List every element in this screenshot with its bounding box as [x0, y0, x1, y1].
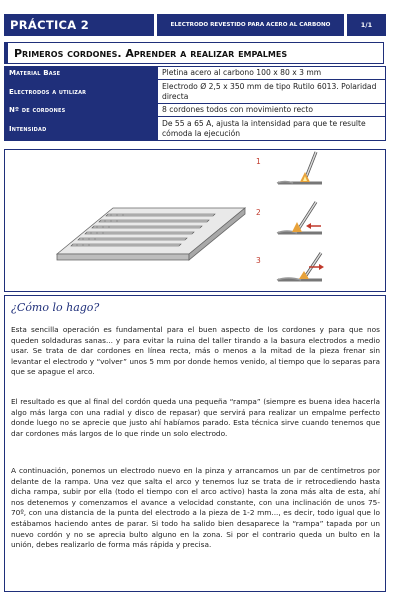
step-3-electrode-illustration	[277, 253, 324, 280]
howto-heading: ¿Cómo lo hago?	[11, 301, 100, 314]
info-label: Material Base	[5, 67, 158, 80]
step-number: 3	[256, 256, 261, 265]
step-1-electrode-illustration	[277, 152, 322, 183]
practice-sheet	[4, 4, 386, 592]
header-bar	[4, 14, 386, 36]
info-row	[5, 80, 386, 104]
info-row	[5, 104, 386, 117]
step-2-electrode-illustration	[277, 202, 322, 233]
page-number: 1/1	[347, 14, 386, 36]
info-row	[5, 67, 386, 80]
info-table	[4, 66, 386, 141]
subject-label: ELECTRODO REVESTIDO PARA ACERO AL CARBONO	[157, 14, 344, 36]
info-value: 8 cordones todos con movimiento recto	[158, 104, 386, 117]
paragraph: A continuación, ponemos un electrodo nuevo en la pinza y arrancamos un par de centímetros por delante de la rampa. Una vez que salta el arco y tenemos luz se trata de ir retrocediendo hasta dicha rampa, subir por ella (todo el tiempo con el arco activo) hasta la zona más alta de esta, ahí nos detenemos y comenzamos el avance a velocidad constante, con una inclinación de unos 75-70º, con una distancia de la punta del electrodo a la pieza de 1-2 mm..., es decir, todo igual que lo estábamos haciendo antes de parar. Si todo ha salido bien desaparece la “rampa” tapada por un nuevo cordón y no se aprecia bulto alguno en la zona. Si por el contrario queda un bulto en la unión, debes realizarlo de forma más rápida y precisa.	[11, 466, 380, 550]
info-row	[5, 117, 386, 141]
practice-label: PRÁCTICA 2	[4, 14, 154, 36]
welding-plate-illustration	[5, 150, 385, 291]
figure-box	[4, 149, 386, 292]
page-title: Primeros cordones. Aprender a realizar empalmes	[4, 42, 384, 64]
step-number: 2	[256, 208, 261, 217]
info-value: Pletina acero al carbono 100 x 80 x 3 mm	[158, 67, 386, 80]
info-value: Electrodo Ø 2,5 x 350 mm de tipo Rutilo 6013. Polaridad directa	[158, 80, 386, 104]
paragraph: Esta sencilla operación es fundamental para el buen aspecto de los cordones y para que nos queden soldaduras sanas... y para evitar la ruina del taller tirando a la basura electrodos a medio usar. Se trata de dar cordones en línea recta, más o menos a la mitad de la pieza frenar sin levantar el electrodo y “volver” unos 5 mm por donde hemos venido, al tiempo que lo separas para que se apague el arco.	[11, 325, 380, 377]
info-label: Nº de cordones	[5, 104, 158, 117]
step-number: 1	[256, 157, 261, 166]
info-value: De 55 a 65 A, ajusta la intensidad para que te resulte cómoda la ejecución	[158, 117, 386, 141]
info-label: Electrodos a utilizar	[5, 80, 158, 104]
paragraph: El resultado es que al final del cordón queda una pequeña “rampa” (siempre es buena idea hacerla algo más larga con una radial y disco de repasar) que servirá para realizar un empalme perfecto donde luego no se aprecie que justo ahí habíamos parado. Esta técnica sirve cuando tenemos que dar cordones más largos de lo que rinde un solo electrodo.	[11, 397, 380, 438]
howto-section	[4, 295, 386, 592]
info-label: Intensidad	[5, 117, 158, 141]
